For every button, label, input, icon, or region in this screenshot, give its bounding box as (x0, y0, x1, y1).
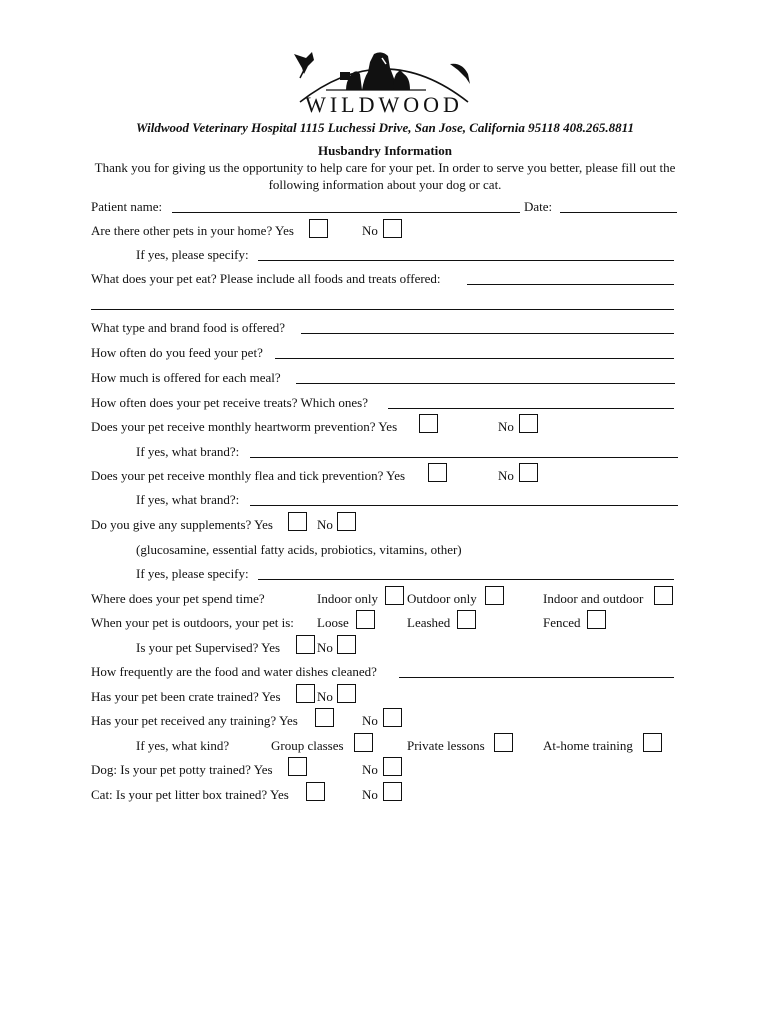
cat-litter-yes-checkbox[interactable] (306, 782, 325, 801)
form-title: Husbandry Information (318, 143, 452, 158)
patient-name-field[interactable] (172, 212, 520, 213)
flea-tick-brand-field[interactable] (250, 505, 678, 506)
at-home-training-label: At-home training (543, 738, 633, 753)
crate-no-label: No (317, 689, 333, 704)
crate-label: Has your pet been crate trained? Yes (91, 689, 281, 704)
other-pets-label: Are there other pets in your home? Yes (91, 223, 294, 238)
supplements-label: Do you give any supplements? Yes (91, 517, 273, 532)
other-pets-yes-checkbox[interactable] (309, 219, 328, 238)
type-brand-label: What type and brand food is offered? (91, 320, 285, 335)
indoor-only-label: Indoor only (317, 591, 379, 606)
indoor-only-checkbox[interactable] (385, 586, 404, 605)
private-lessons-label: Private lessons (407, 738, 485, 753)
supervised-no-label: No (317, 640, 333, 655)
supervised-yes-checkbox[interactable] (296, 635, 315, 654)
treats-field[interactable] (388, 408, 674, 409)
cat-litter-no-checkbox[interactable] (383, 782, 402, 801)
training-no-label: No (362, 713, 378, 728)
date-field[interactable] (560, 212, 677, 213)
training-label: Has your pet received any training? Yes (91, 713, 298, 728)
pet-eat-field[interactable] (467, 284, 674, 285)
spend-time-label: Where does your pet spend time? (91, 591, 265, 606)
supervised-no-checkbox[interactable] (337, 635, 356, 654)
treats-label: How often does your pet receive treats? Which ones? (91, 395, 368, 410)
other-pets-no-label: No (362, 223, 378, 238)
dog-potty-label: Dog: Is your pet potty trained? Yes (91, 762, 273, 777)
heartworm-no-checkbox[interactable] (519, 414, 538, 433)
patient-name-label: Patient name: (91, 199, 163, 214)
feed-frequency-label: How often do you feed your pet? (91, 345, 263, 360)
other-pets-no-checkbox[interactable] (383, 219, 402, 238)
group-classes-label: Group classes (271, 738, 344, 753)
at-home-training-checkbox[interactable] (643, 733, 662, 752)
meal-amount-label: How much is offered for each meal? (91, 370, 281, 385)
feed-frequency-field[interactable] (275, 358, 674, 359)
heartworm-brand-label: If yes, what brand?: (136, 444, 240, 459)
wildwood-logo (286, 44, 482, 120)
dog-potty-no-label: No (362, 762, 378, 777)
crate-yes-checkbox[interactable] (296, 684, 315, 703)
flea-tick-no-checkbox[interactable] (519, 463, 538, 482)
supplements-examples: (glucosamine, essential fatty acids, probiotics, vitamins, other) (136, 542, 462, 557)
hospital-address: Wildwood Veterinary Hospital 1115 Luchessi Drive, San Jose, California 95118 408.265.8811 (136, 120, 634, 135)
indoor-outdoor-checkbox[interactable] (654, 586, 673, 605)
flea-tick-label: Does your pet receive monthly flea and tick prevention? Yes (91, 468, 406, 483)
heartworm-label: Does your pet receive monthly heartworm prevention? Yes (91, 419, 398, 434)
loose-checkbox[interactable] (356, 610, 375, 629)
logo-text: WILDWOOD (305, 92, 463, 117)
group-classes-checkbox[interactable] (354, 733, 373, 752)
heartworm-brand-field[interactable] (250, 457, 678, 458)
intro-line-2: following information about your dog or cat. (268, 177, 502, 192)
supplements-specify-label: If yes, please specify: (136, 566, 249, 581)
outdoors-is-label: When your pet is outdoors, your pet is: (91, 615, 294, 630)
dog-potty-no-checkbox[interactable] (383, 757, 402, 776)
cat-litter-no-label: No (362, 787, 378, 802)
flea-tick-yes-checkbox[interactable] (428, 463, 447, 482)
date-label: Date: (524, 199, 553, 214)
indoor-outdoor-label: Indoor and outdoor (543, 591, 644, 606)
flea-tick-no-label: No (498, 468, 514, 483)
supervised-label: Is your pet Supervised? Yes (136, 640, 281, 655)
fenced-label: Fenced (543, 615, 581, 630)
pet-eat-label: What does your pet eat? Please include all foods and treats offered: (91, 271, 441, 286)
cat-litter-label: Cat: Is your pet litter box trained? Yes (91, 787, 289, 802)
training-yes-checkbox[interactable] (315, 708, 334, 727)
supplements-specify-field[interactable] (258, 579, 674, 580)
fenced-checkbox[interactable] (587, 610, 606, 629)
meal-amount-field[interactable] (296, 383, 675, 384)
pet-eat-field-continued[interactable] (91, 309, 674, 310)
dog-potty-yes-checkbox[interactable] (288, 757, 307, 776)
heartworm-no-label: No (498, 419, 514, 434)
other-pets-specify-label: If yes, please specify: (136, 247, 249, 262)
training-kind-label: If yes, what kind? (136, 738, 230, 753)
intro-line-1: Thank you for giving us the opportunity to help care for your pet. In order to serve you better, please fill out the (94, 160, 676, 175)
heartworm-yes-checkbox[interactable] (419, 414, 438, 433)
outdoor-only-checkbox[interactable] (485, 586, 504, 605)
supplements-no-label: No (317, 517, 333, 532)
flea-tick-brand-label: If yes, what brand?: (136, 492, 240, 507)
supplements-no-checkbox[interactable] (337, 512, 356, 531)
loose-label: Loose (317, 615, 349, 630)
crate-no-checkbox[interactable] (337, 684, 356, 703)
supplements-yes-checkbox[interactable] (288, 512, 307, 531)
dishes-field[interactable] (399, 677, 674, 678)
type-brand-field[interactable] (301, 333, 674, 334)
private-lessons-checkbox[interactable] (494, 733, 513, 752)
training-no-checkbox[interactable] (383, 708, 402, 727)
leashed-checkbox[interactable] (457, 610, 476, 629)
other-pets-specify-field[interactable] (258, 260, 674, 261)
dishes-label: How frequently are the food and water dishes cleaned? (91, 664, 377, 679)
outdoor-only-label: Outdoor only (407, 591, 477, 606)
leashed-label: Leashed (407, 615, 451, 630)
